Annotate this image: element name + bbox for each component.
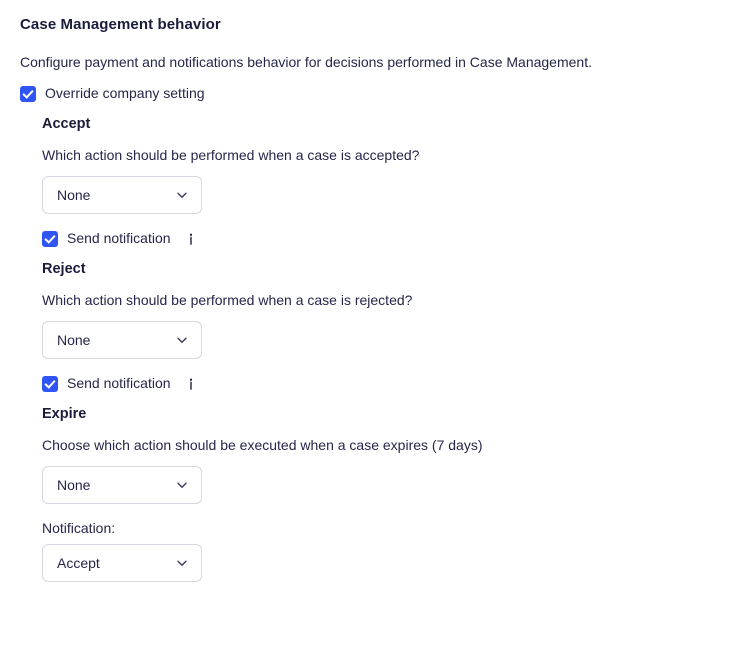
- behavior-options: [20, 116, 715, 582]
- accept-question: Which action should be performed when a case is accepted?: [42, 146, 420, 163]
- reject-send-notification-checkbox[interactable]: [42, 376, 58, 392]
- page-title: Case Management behavior: [20, 16, 221, 33]
- accept-action-value: None: [57, 187, 91, 204]
- accept-group: [42, 116, 715, 247]
- section-description: Configure payment and notifications behavior for decisions performed in Case Management.: [20, 54, 592, 70]
- override-company-setting-row[interactable]: [20, 85, 715, 102]
- info-icon[interactable]: [184, 231, 198, 247]
- override-company-setting-label: Override company setting: [45, 85, 205, 102]
- expire-action-select[interactable]: [42, 466, 202, 504]
- accept-heading: Accept: [42, 115, 91, 132]
- chevron-down-icon: [175, 333, 189, 347]
- reject-send-notification-label: Send notification: [67, 375, 171, 392]
- reject-question: Which action should be performed when a case is rejected?: [42, 291, 413, 308]
- expire-action-value: None: [57, 477, 91, 494]
- reject-send-notification-row[interactable]: [42, 375, 715, 392]
- reject-group: [42, 261, 715, 392]
- chevron-down-icon: [175, 478, 189, 492]
- info-icon[interactable]: [184, 376, 198, 392]
- expire-group: [42, 406, 715, 582]
- accept-send-notification-label: Send notification: [67, 230, 171, 247]
- accept-send-notification-row[interactable]: [42, 230, 715, 247]
- expire-notification-select[interactable]: [42, 544, 202, 582]
- expire-heading: Expire: [42, 405, 87, 422]
- expire-question: Choose which action should be executed when a case expires (7 days): [42, 436, 483, 453]
- expire-notification-value: Accept: [57, 555, 100, 572]
- accept-send-notification-checkbox[interactable]: [42, 231, 58, 247]
- chevron-down-icon: [175, 188, 189, 202]
- expire-notification-label: Notification:: [42, 520, 116, 537]
- chevron-down-icon: [175, 556, 189, 570]
- reject-heading: Reject: [42, 260, 86, 277]
- reject-action-select[interactable]: [42, 321, 202, 359]
- reject-action-value: None: [57, 332, 91, 349]
- override-company-setting-checkbox[interactable]: [20, 86, 36, 102]
- accept-action-select[interactable]: [42, 176, 202, 214]
